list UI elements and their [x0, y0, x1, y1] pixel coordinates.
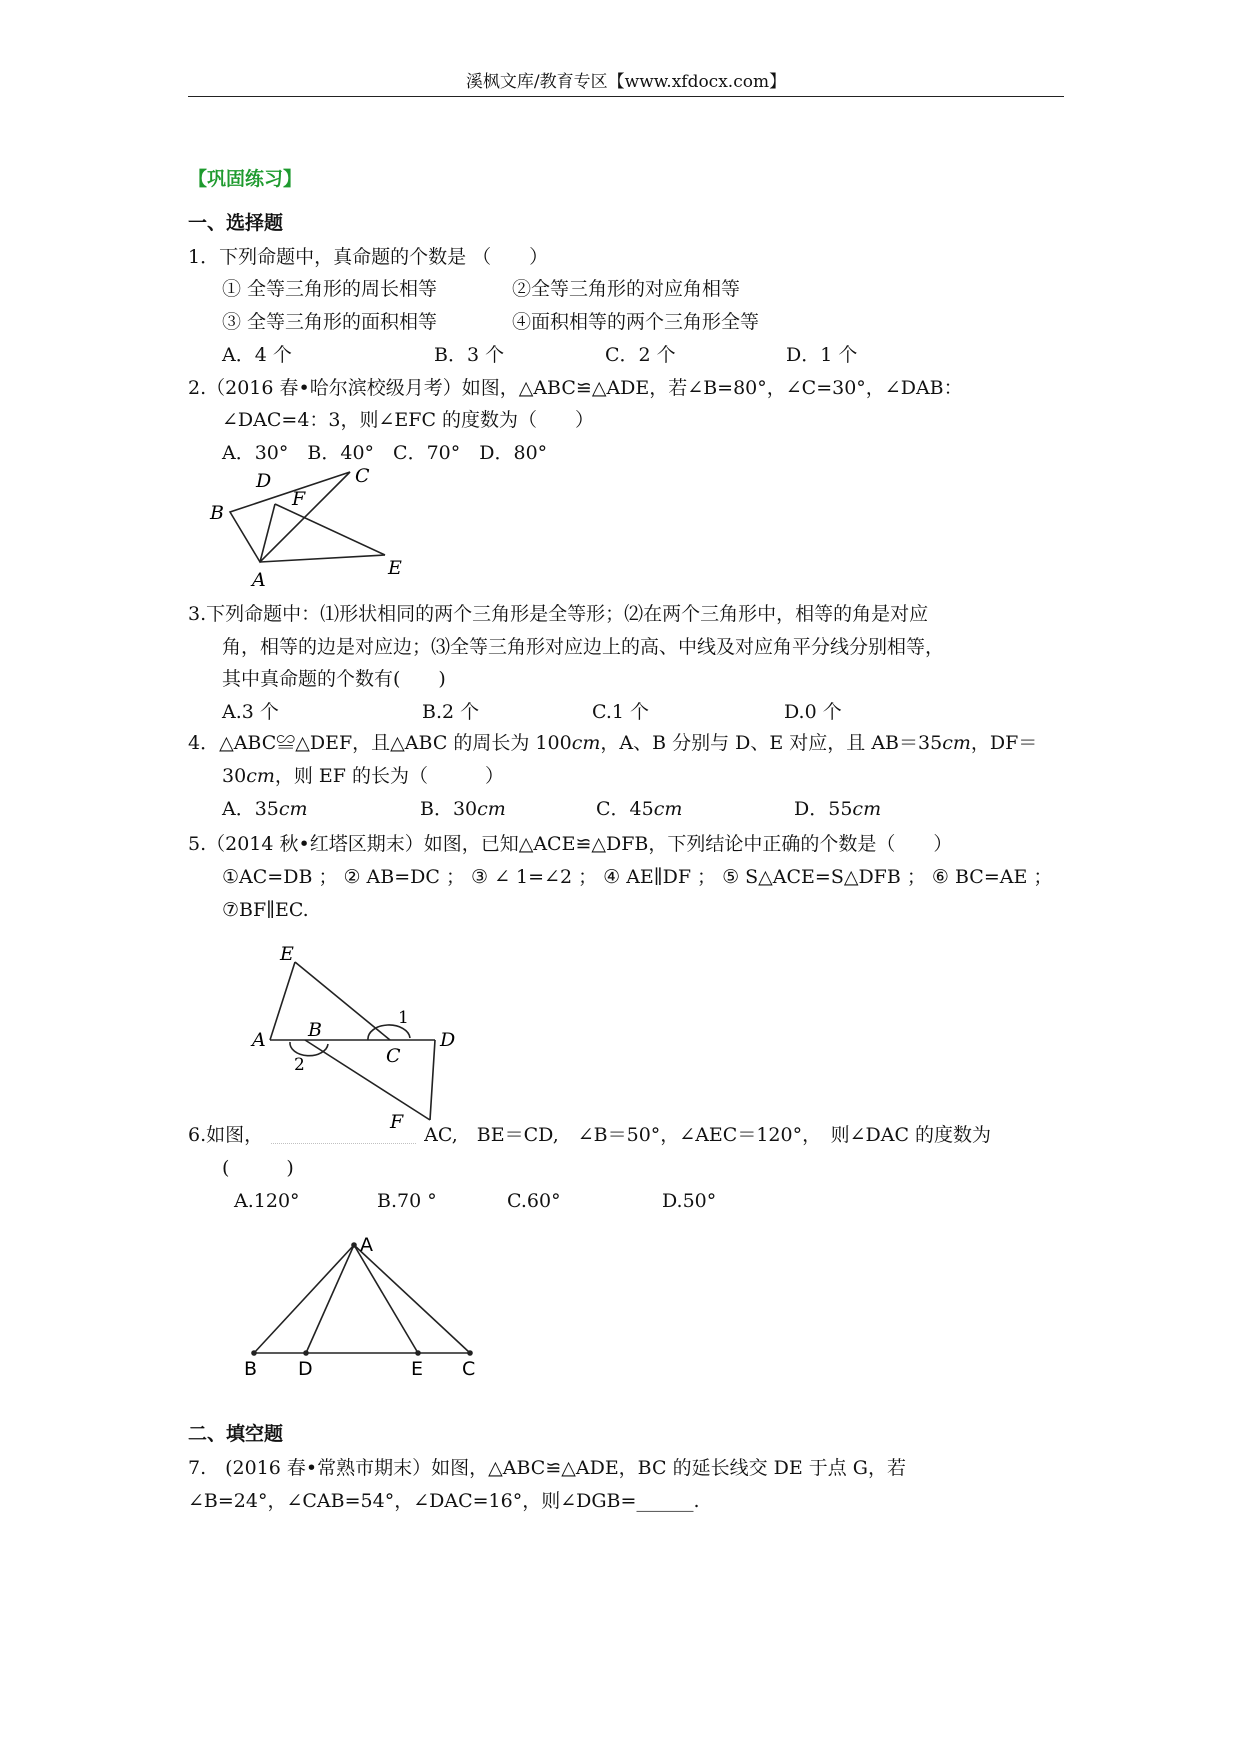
q5-label-c: C: [386, 1045, 401, 1067]
q5-line3: ⑦BF∥EC.: [222, 899, 309, 921]
q2-label-d: D: [256, 470, 272, 492]
q4-line1-part3: ，DF＝: [970, 732, 1038, 754]
q5-figure: [250, 940, 470, 1144]
section-fill: 二、填空题: [188, 1423, 284, 1445]
q4-line2-rest: ，则 EF 的长为（ ）: [274, 765, 504, 787]
q5-label-angle-2: 2: [294, 1055, 305, 1075]
q6-option-a: A.120°: [234, 1190, 300, 1212]
q3-line2: 角，相等的边是对应边；⑶全等三角形对应边上的高、中线及对应角平分线分别相等，: [222, 636, 945, 658]
q6-line1: [188, 1122, 991, 1148]
q6-label-d: D: [298, 1358, 313, 1380]
q6-obscured-text: [271, 1129, 416, 1144]
q6-label-b: B: [244, 1358, 258, 1380]
q2-figure: [200, 462, 420, 596]
q6-line1-start: 6.如图，: [188, 1124, 264, 1146]
q7-line2: ∠B=24°，∠CAB=54°，∠DAC=16°，则∠DGB=______.: [188, 1490, 700, 1512]
q4-option-d-unit: cm: [852, 798, 882, 820]
q2-options: A．30° B．40° C．70° D．80°: [222, 442, 548, 464]
q4-line1-part1: 4．△ABC≌△DEF，且△ABC 的周长为 100: [188, 732, 572, 754]
q1-item2: ②全等三角形的对应角相等: [512, 278, 741, 300]
q1-item3: ③ 全等三角形的面积相等: [222, 311, 438, 333]
q2-line2: ∠DAC=4：3，则∠EFC 的度数为（ ）: [222, 409, 595, 431]
q2-label-b: B: [210, 502, 224, 524]
q4-line1-part2: ，A、B 分别与 D、E 对应，且 AB＝35: [600, 732, 943, 754]
q2-label-f: F: [292, 488, 306, 510]
q4-option-a-unit: cm: [278, 798, 308, 820]
q1-option-c: C．2 个: [605, 344, 676, 366]
q4-unit-1: cm: [571, 732, 601, 754]
q6-label-c: C: [462, 1358, 476, 1380]
q1-option-b: B．3 个: [434, 344, 505, 366]
q4-unit-2: cm: [942, 732, 971, 754]
q4-option-b: [420, 796, 506, 822]
q4-line2: [222, 763, 504, 789]
q5-line2: ①AC=DB ； ② AB=DC ； ③ ∠ 1=∠2 ； ④ AE∥DF ； ⑤ S△ACE=S△DFB ； ⑥ BC=AE ；: [222, 866, 1053, 888]
q1-item1: ① 全等三角形的周长相等: [222, 278, 438, 300]
q4-option-c-unit: cm: [653, 798, 683, 820]
q6-line1-rest: AC, BE＝CD, ∠B＝50°，∠AEC＝120°， 则∠DAC 的度数为: [424, 1124, 992, 1146]
q5-label-a: A: [252, 1029, 266, 1051]
q5-label-b: B: [308, 1019, 322, 1041]
q2-label-a: A: [252, 569, 266, 591]
q6-figure: [240, 1230, 490, 1384]
q5-label-d: D: [440, 1029, 456, 1051]
page-header: 溪枫文库/教育专区【www.xfdocx.com】: [465, 72, 787, 92]
q3-option-c: C.1 个: [592, 701, 650, 723]
q3-option-d: D.0 个: [784, 701, 842, 723]
section-consolidate: 【巩固练习】: [188, 168, 303, 190]
q1-stem: 1．下列命题中，真命题的个数是 （ ）: [188, 246, 549, 268]
q4-option-c-text: C．45: [596, 798, 654, 820]
q6-line2: ( ): [222, 1157, 294, 1179]
q6-label-e: E: [411, 1358, 424, 1380]
q3-option-b: B.2 个: [422, 701, 480, 723]
q6-label-a: A: [360, 1234, 373, 1256]
q7-line1: 7. (2016 春•常熟市期末）如图，△ABC≌△ADE，BC 的延长线交 DE 于点 G，若: [188, 1457, 906, 1479]
q5-label-f: F: [390, 1111, 404, 1133]
q4-line1: [188, 730, 1037, 756]
q6-option-c: C.60°: [507, 1190, 561, 1212]
q3-option-a: A.3 个: [222, 701, 279, 723]
q1-option-a: A．4 个: [222, 344, 292, 366]
q2-label-c: C: [355, 465, 370, 487]
q6-option-b: B.70 °: [377, 1190, 437, 1212]
q4-option-a: [222, 796, 308, 822]
q3-line3: 其中真命题的个数有( ): [222, 668, 446, 690]
q5-line1: 5.（2014 秋•红塔区期末）如图，已知△ACE≌△DFB，下列结论中正确的个数是（ ）: [188, 833, 953, 855]
q4-option-c: [596, 796, 682, 822]
q4-option-b-text: B．30: [420, 798, 478, 820]
q4-unit-3: cm: [246, 765, 275, 787]
q2-label-e: E: [388, 557, 402, 579]
q6-option-d: D.50°: [662, 1190, 717, 1212]
q4-option-d-text: D．55: [794, 798, 853, 820]
q1-item4: ④面积相等的两个三角形全等: [512, 311, 760, 333]
q4-option-b-unit: cm: [477, 798, 506, 820]
q5-label-angle-1: 1: [398, 1008, 409, 1028]
q4-option-a-text: A．35: [222, 798, 279, 820]
section-choice: 一、选择题: [188, 212, 284, 234]
q2-line1: 2.（2016 春•哈尔滨校级月考）如图，△ABC≌△ADE，若∠B=80°，∠C=30°，∠DAB：: [188, 377, 963, 399]
q3-line1: 3.下列命题中：⑴形状相同的两个三角形是全等形；⑵在两个三角形中，相等的角是对应: [188, 603, 929, 625]
q4-option-d: [794, 796, 881, 822]
q1-option-d: D．1 个: [786, 344, 858, 366]
q5-label-e: E: [280, 943, 294, 965]
q4-line2-num: 30: [222, 765, 247, 787]
header-divider: [188, 96, 1064, 97]
